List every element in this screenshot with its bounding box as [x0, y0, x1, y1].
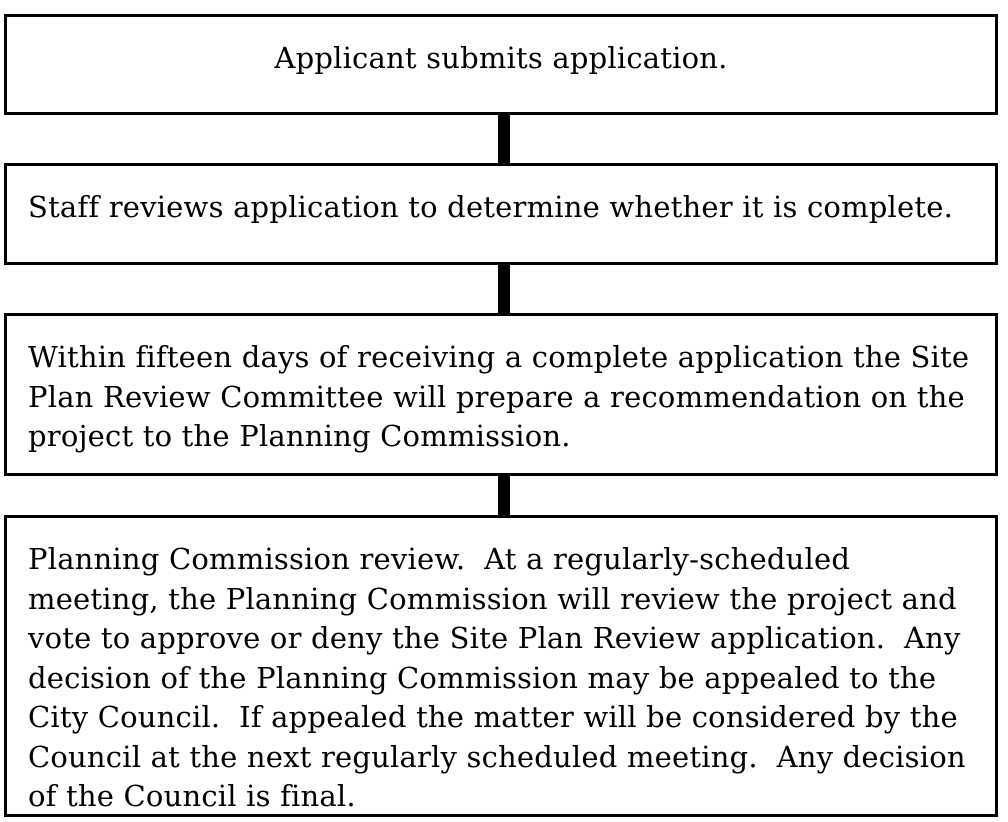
connector-line — [498, 115, 510, 163]
step-text-committee-recommendation: Within fifteen days of receiving a complete application the Site Plan Review Committee will prepare a recommendation on the project to the Planning Commission. — [28, 340, 970, 453]
step-text-planning-commission-review: Planning Commission review. At a regularly-scheduled meeting, the Planning Commission will review the project and vote to approve or deny the Site Plan Review application. Any decision of the Planning Commission may be appealed to the City Council. If appealed the matter will be considered by the Council at the next regularly scheduled meeting. Any decision of the Council is final. — [28, 542, 976, 813]
step-box-planning-commission-review — [4, 515, 998, 817]
connector-line — [498, 476, 510, 515]
step-box-staff-review — [4, 163, 998, 265]
step-box-submit-application — [4, 14, 998, 115]
connector-line — [498, 265, 510, 313]
step-text-submit-application: Applicant submits application. — [274, 41, 728, 75]
step-box-committee-recommendation — [4, 313, 998, 476]
step-text-staff-review: Staff reviews application to determine whether it is complete. — [28, 190, 954, 224]
